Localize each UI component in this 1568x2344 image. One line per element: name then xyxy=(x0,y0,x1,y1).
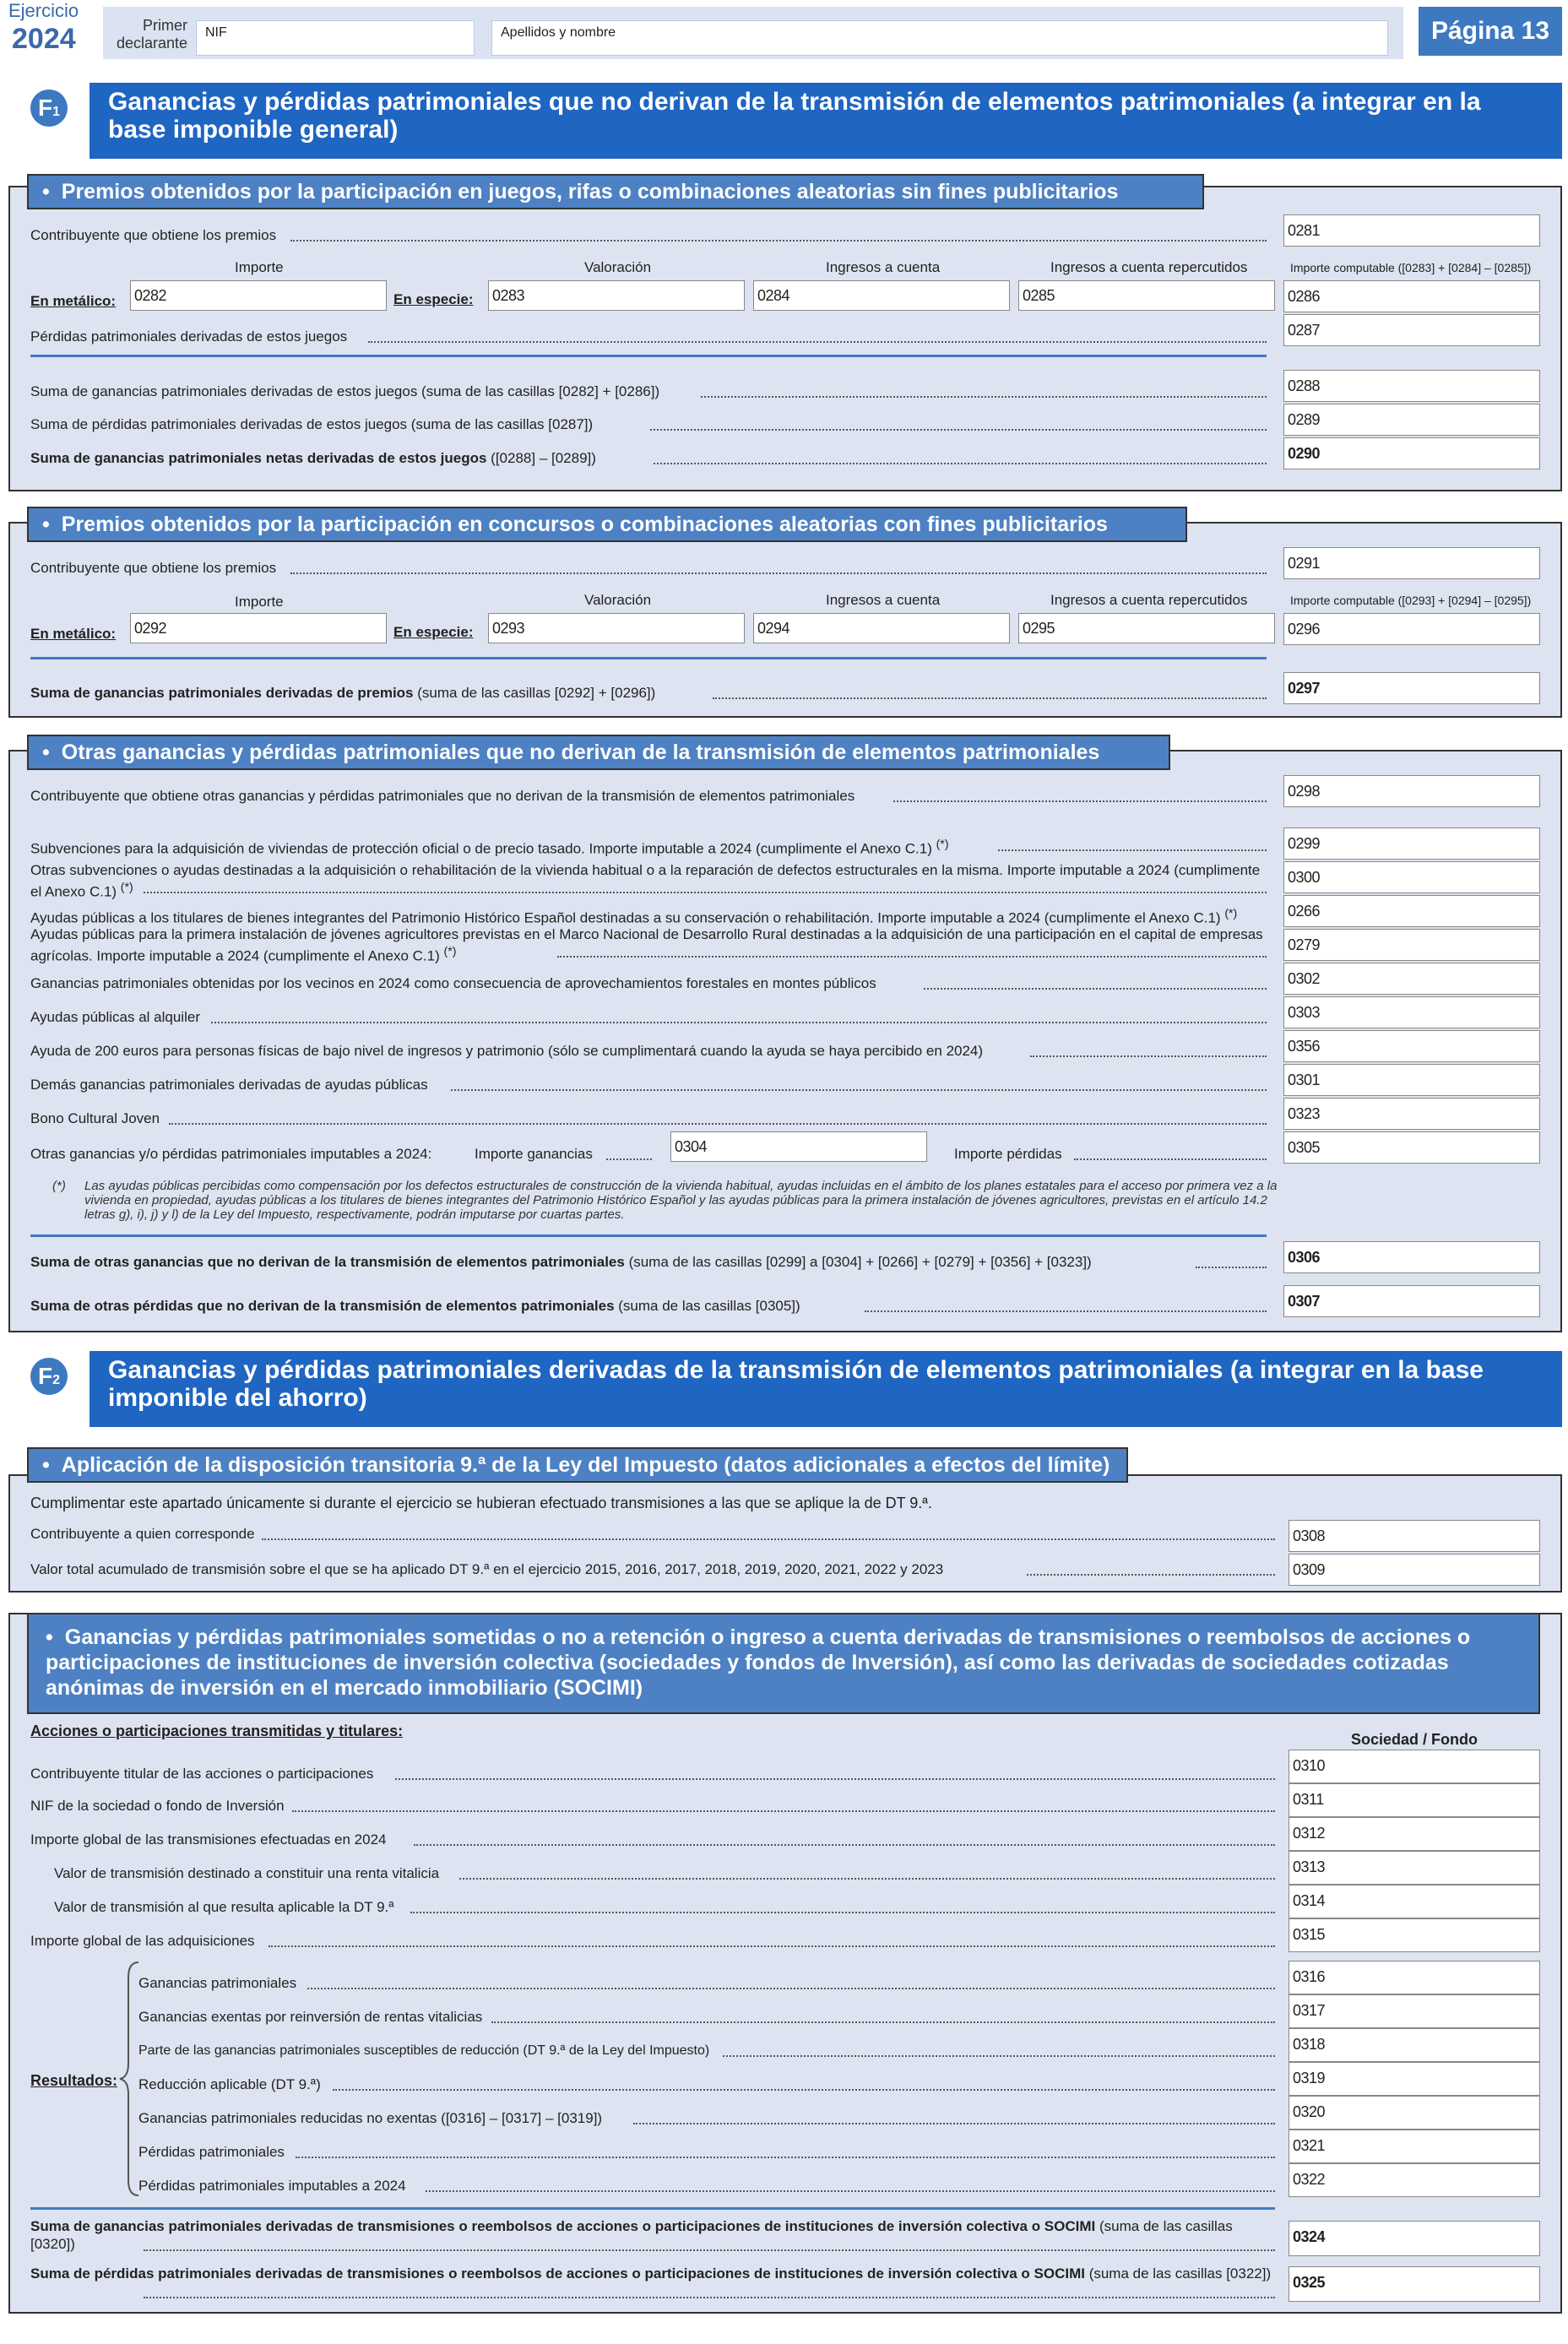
field-0319[interactable]: 0319 xyxy=(1289,2062,1540,2096)
s5-r4-label: Valor de transmisión destinado a constituir una renta vitalicia xyxy=(54,1865,440,1881)
ejercicio-year: 2024 xyxy=(12,23,76,55)
s1-suma-netas-label: Suma de ganancias patrimoniales netas derivadas de estos juegos ([0288] – [0289]) xyxy=(30,450,596,466)
field-0293[interactable]: 0293 xyxy=(488,613,745,643)
s1-contrib-label: Contribuyente que obtiene los premios xyxy=(30,227,277,243)
field-0287[interactable]: 0287 xyxy=(1283,314,1540,346)
col-ingresos: Ingresos a cuenta xyxy=(826,259,941,275)
s5-acciones-label: Acciones o participaciones transmitidas y titulares: xyxy=(30,1723,404,1739)
field-0322[interactable]: 0322 xyxy=(1289,2163,1540,2197)
s3-separator xyxy=(30,1234,1267,1237)
s3-contrib-label: Contribuyente que obtiene otras ganancias y pérdidas patrimoniales que no derivan de la transmisión de elementos patrimoniales xyxy=(30,788,855,804)
s5-soc-fondo: Sociedad / Fondo xyxy=(1351,1731,1478,1748)
s3-r10-label: Otras ganancias y/o pérdidas patrimoniales imputables a 2024: xyxy=(30,1146,432,1162)
field-0266[interactable]: 0266 xyxy=(1283,895,1540,927)
s5-r6-label: Importe global de las adquisiciones xyxy=(30,1933,255,1949)
s3-r6-label: Ayudas públicas al alquiler xyxy=(30,1009,200,1025)
s4-valor-label: Valor total acumulado de transmisión sobre el que se ha aplicado DT 9.ª en el ejercicio 2015, 2016, 2017, 2018, 2019, 2020, 2021, 2022 y 2023 xyxy=(30,1561,944,1577)
s1-metalico: En metálico: xyxy=(30,293,117,309)
page-number: Página 13 xyxy=(1419,7,1562,56)
s5-res6-label: Pérdidas patrimoniales xyxy=(138,2144,285,2160)
f2-title: Ganancias y pérdidas patrimoniales derivadas de la transmisión de elementos patrimoniales (a integrar en la base imponible del ahorro) xyxy=(90,1351,1562,1427)
field-0292[interactable]: 0292 xyxy=(130,613,387,643)
field-0298[interactable]: 0298 xyxy=(1283,775,1540,807)
field-0321[interactable]: 0321 xyxy=(1289,2130,1540,2163)
subhead-juegos: • Premios obtenidos por la participación en juegos, rifas o combinaciones aleatorias sin fines publicitarios xyxy=(27,174,1204,209)
field-0313[interactable]: 0313 xyxy=(1289,1851,1540,1885)
field-0284[interactable]: 0284 xyxy=(753,280,1010,311)
s1-especie: En especie: xyxy=(393,291,474,307)
s5-res1-label: Ganancias patrimoniales xyxy=(138,1975,297,1991)
field-0288[interactable]: 0288 xyxy=(1283,370,1540,402)
field-0303[interactable]: 0303 xyxy=(1283,996,1540,1028)
col-ingresos-rep: Ingresos a cuenta repercutidos xyxy=(1050,259,1248,275)
field-0290[interactable]: 0290 xyxy=(1283,437,1540,469)
s1-suma-perd-label: Suma de pérdidas patrimoniales derivadas de estos juegos (suma de las casillas [0287]) xyxy=(30,416,594,432)
field-0279[interactable]: 0279 xyxy=(1283,929,1540,961)
f1-title: Ganancias y pérdidas patrimoniales que no derivan de la transmisión de elementos patrimoniales (a integrar en la base imponible general) xyxy=(90,83,1562,159)
s3-importe-ganancias: Importe ganancias xyxy=(475,1146,593,1162)
s2-col-importe: Importe xyxy=(235,594,284,610)
field-0308[interactable]: 0308 xyxy=(1289,1520,1540,1552)
s3-r4-label: Ayudas públicas para la primera instalación de jóvenes agricultores previstas en el Marco Nacional de Desarrollo Rural destinadas a la adquisición de una participación en el capital de empresas agrícolas. Importe imputable a 2024 (cumplimente el Anexo C.1) (*) xyxy=(30,926,1263,964)
field-0314[interactable]: 0314 xyxy=(1289,1885,1540,1918)
s3-importe-perdidas: Importe pérdidas xyxy=(954,1146,1062,1162)
field-0301[interactable]: 0301 xyxy=(1283,1064,1540,1096)
s3-r7-label: Ayuda de 200 euros para personas físicas de bajo nivel de ingresos y patrimonio (sólo se cumplimentará cuando la ayuda se haya percibido en 2024) xyxy=(30,1043,984,1059)
s5-res3-label: Parte de las ganancias patrimoniales susceptibles de reducción (DT 9.ª de la Ley del Impuesto) xyxy=(138,2043,710,2058)
f2-badge: F2 xyxy=(30,1358,68,1395)
field-0283[interactable]: 0283 xyxy=(488,280,745,311)
field-0302[interactable]: 0302 xyxy=(1283,963,1540,995)
s5-separator xyxy=(30,2207,1275,2210)
s5-sg-label: Suma de ganancias patrimoniales derivadas de transmisiones o reembolsos de acciones o participaciones de instituciones de inversión colectiva o SOCIMI (suma de las casillas [0320]) xyxy=(30,2218,1233,2252)
s3-r2-label: Otras subvenciones o ayudas destinadas a la adquisición o rehabilitación de la vivienda habitual o a la reparación de defectos estructurales en la misma. Importe imputable a 2024 (cumplimente el Anexo C.1) (*) xyxy=(30,862,1261,900)
field-0296[interactable]: 0296 xyxy=(1283,613,1540,645)
field-0320[interactable]: 0320 xyxy=(1289,2096,1540,2130)
s5-r5-label: Valor de transmisión al que resulta aplicable la DT 9.ª xyxy=(54,1899,394,1915)
field-0306[interactable]: 0306 xyxy=(1283,1241,1540,1273)
field-0285[interactable]: 0285 xyxy=(1018,280,1275,311)
field-0324[interactable]: 0324 xyxy=(1289,2221,1540,2256)
s5-res7-label: Pérdidas patrimoniales imputables a 2024 xyxy=(138,2178,406,2194)
apellidos-label: Apellidos y nombre xyxy=(501,25,616,40)
primer-declarante-label: Primer declarante xyxy=(116,17,187,52)
field-0281[interactable]: 0281 xyxy=(1283,214,1540,247)
col-importe: Importe xyxy=(235,259,284,275)
s5-res4-label: Reducción aplicable (DT 9.ª) xyxy=(138,2076,321,2092)
s2-col-computable: Importe computable ([0293] + [0294] – [0295]) xyxy=(1290,594,1532,607)
field-0311[interactable]: 0311 xyxy=(1289,1783,1540,1817)
col-computable: Importe computable ([0283] + [0284] – [0285]) xyxy=(1290,261,1532,274)
s1-perdidas-label: Pérdidas patrimoniales derivadas de estos juegos xyxy=(30,328,348,345)
field-0291[interactable]: 0291 xyxy=(1283,547,1540,579)
field-0289[interactable]: 0289 xyxy=(1283,404,1540,436)
s2-col-ingresos: Ingresos a cuenta xyxy=(826,592,941,608)
s3-r3-label: Ayudas públicas a los titulares de bienes integrantes del Patrimonio Histórico Español destinadas a su conservación o rehabilitación. Importe imputable a 2024 (cumplimente el Anexo C.1) (*) xyxy=(30,907,1238,926)
s2-contrib-label: Contribuyente que obtiene los premios xyxy=(30,560,277,576)
s5-r3-label: Importe global de las transmisiones efectuadas en 2024 xyxy=(30,1831,387,1848)
s2-separator xyxy=(30,657,1267,659)
s3-suma-perd-label: Suma de otras pérdidas que no derivan de la transmisión de elementos patrimoniales (suma de las casillas [0305]) xyxy=(30,1298,800,1314)
s3-r1-label: Subvenciones para la adquisición de viviendas de protección oficial o de precio tasado. Importe imputable a 2024 (cumplimente el Anexo C.1) (*) xyxy=(30,838,949,857)
s2-col-valoracion: Valoración xyxy=(584,592,652,608)
note-mark: (*) xyxy=(52,1179,66,1193)
field-0318[interactable]: 0318 xyxy=(1289,2028,1540,2062)
s4-contrib-label: Contribuyente a quien corresponde xyxy=(30,1526,255,1542)
s5-sp-label: Suma de pérdidas patrimoniales derivadas de transmisiones o reembolsos de acciones o participaciones de instituciones de inversión colectiva o SOCIMI (suma de las casillas [0322]) xyxy=(30,2265,1272,2282)
s2-metalico: En metálico: xyxy=(30,626,117,642)
field-0325[interactable]: 0325 xyxy=(1289,2266,1540,2302)
nif-label: NIF xyxy=(205,25,227,40)
field-0316[interactable]: 0316 xyxy=(1289,1961,1540,1994)
f1-badge: F1 xyxy=(30,90,68,127)
field-0299[interactable]: 0299 xyxy=(1283,827,1540,860)
field-0317[interactable]: 0317 xyxy=(1289,1994,1540,2028)
apellidos-field[interactable] xyxy=(491,20,1388,56)
s1-separator xyxy=(30,355,1267,357)
nif-field[interactable] xyxy=(196,20,475,56)
field-0323[interactable]: 0323 xyxy=(1283,1098,1540,1130)
s2-suma-label: Suma de ganancias patrimoniales derivadas de premios (suma de las casillas [0292] + [0296]) xyxy=(30,685,656,701)
field-0310[interactable]: 0310 xyxy=(1289,1750,1540,1783)
col-valoracion: Valoración xyxy=(584,259,652,275)
field-0307[interactable]: 0307 xyxy=(1283,1285,1540,1317)
s4-intro: Cumplimentar este apartado únicamente si durante el ejercicio se hubieran efectuado transmisiones a las que se aplique la de DT 9.ª. xyxy=(30,1495,932,1511)
s5-res2-label: Ganancias exentas por reinversión de rentas vitalicias xyxy=(138,2009,483,2025)
field-0297[interactable]: 0297 xyxy=(1283,672,1540,704)
s2-especie: En especie: xyxy=(393,624,474,640)
field-0309[interactable]: 0309 xyxy=(1289,1554,1540,1586)
field-0286[interactable]: 0286 xyxy=(1283,280,1540,312)
subhead-otras: • Otras ganancias y pérdidas patrimoniales que no derivan de la transmisión de elementos patrimoniales xyxy=(27,735,1170,770)
field-0300[interactable]: 0300 xyxy=(1283,861,1540,893)
field-0282[interactable]: 0282 xyxy=(130,280,387,311)
note-text: Las ayudas públicas percibidas como compensación por los defectos estructurales de construcción de la vivienda habitual, ayudas incluidas en el ámbito de los planes estatales para el acceso por primera vez a la vivienda en propiedad, ayudas públicas a los titulares de bienes integrantes del Patrimonio Histórico Español y las ayudas públicas para la primera instalación de jóvenes agricultores, previstas en el artículo 14.2 letras g), i), j) y l) de la Ley del Impuesto, respectivamente, podrán imputarse por cuartas partes. xyxy=(84,1179,1278,1222)
s3-r8-label: Demás ganancias patrimoniales derivadas de ayudas públicas xyxy=(30,1077,428,1093)
field-0312[interactable]: 0312 xyxy=(1289,1817,1540,1851)
subhead-dt9: • Aplicación de la disposición transitoria 9.ª de la Ley del Impuesto (datos adicionales a efectos del límite) xyxy=(27,1447,1128,1483)
s5-r2-label: NIF de la sociedad o fondo de Inversión xyxy=(30,1798,285,1814)
s3-suma-gan-label: Suma de otras ganancias que no derivan de la transmisión de elementos patrimoniales (suma de las casillas [0299] a [0304] + [0266] + [0279] + [0356] + [0323]) xyxy=(30,1254,1092,1270)
field-0294[interactable]: 0294 xyxy=(753,613,1010,643)
field-0295[interactable]: 0295 xyxy=(1018,613,1275,643)
field-0356[interactable]: 0356 xyxy=(1283,1030,1540,1062)
field-0305[interactable]: 0305 xyxy=(1283,1131,1540,1164)
field-0304[interactable]: 0304 xyxy=(670,1131,927,1162)
s5-r1-label: Contribuyente titular de las acciones o participaciones xyxy=(30,1766,374,1782)
s3-r9-label: Bono Cultural Joven xyxy=(30,1110,160,1126)
field-0315[interactable]: 0315 xyxy=(1289,1918,1540,1952)
s2-col-ingresos-rep: Ingresos a cuenta repercutidos xyxy=(1050,592,1248,608)
subhead-concursos: • Premios obtenidos por la participación en concursos o combinaciones aleatorias con fines publicitarios xyxy=(27,507,1187,542)
s5-res5-label: Ganancias patrimoniales reducidas no exentas ([0316] – [0317] – [0319]) xyxy=(138,2110,603,2126)
ejercicio-label: Ejercicio xyxy=(8,0,79,21)
s1-suma-gan-label: Suma de ganancias patrimoniales derivadas de estos juegos (suma de las casillas [0282] + [0286]) xyxy=(30,383,660,399)
s5-resultados-label: Resultados: xyxy=(30,2072,118,2089)
s3-r5-label: Ganancias patrimoniales obtenidas por los vecinos en 2024 como consecuencia de aprovechamientos forestales en montes públicos xyxy=(30,975,876,991)
subhead-iic: • Ganancias y pérdidas patrimoniales sometidas o no a retención o ingreso a cuenta derivadas de transmisiones o reembolsos de acciones o participaciones de instituciones de inversión colectiva (sociedades y fondos de Inversión), así como las derivadas de sociedades cotizadas anónimas de inversión en el mercado inmobiliario (SOCIMI) xyxy=(27,1613,1540,1714)
